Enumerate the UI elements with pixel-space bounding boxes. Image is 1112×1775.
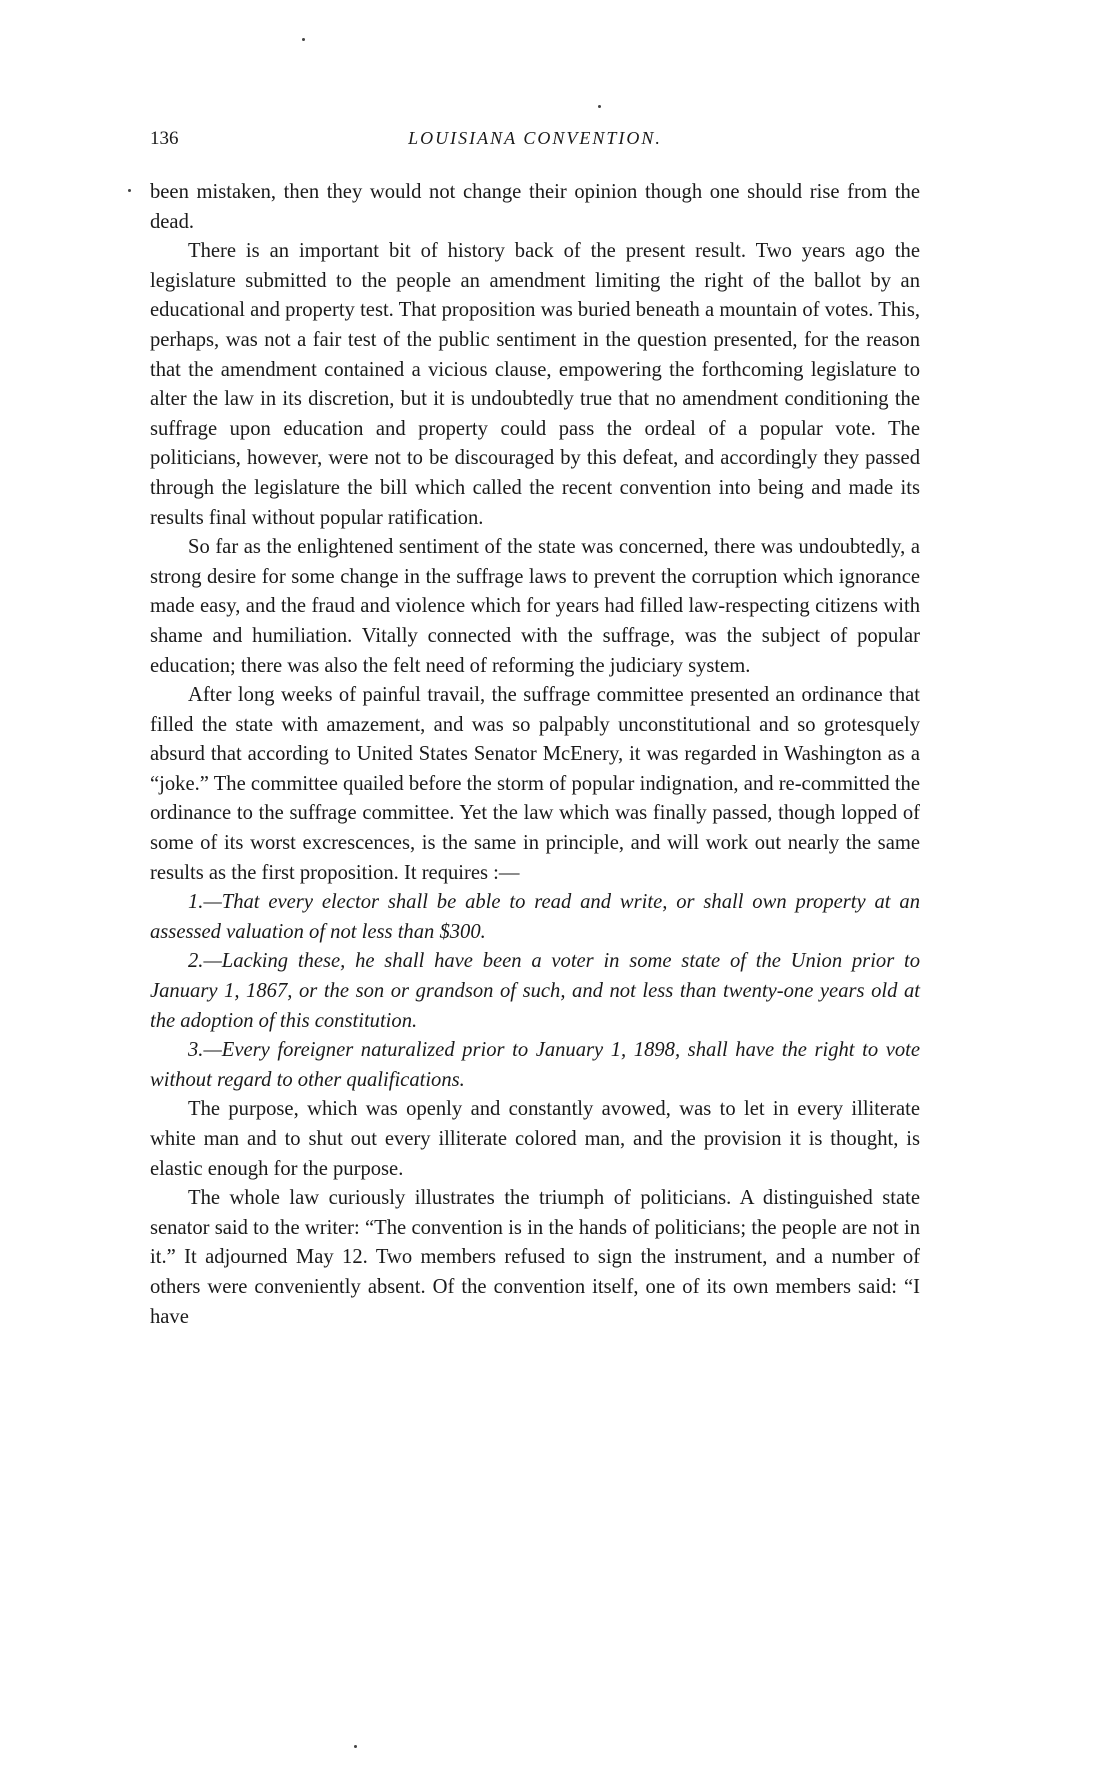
page-number: 136 — [150, 128, 179, 149]
paragraph: There is an important bit of history back of the present result. Two years ago the legislature submitted to the people an amendment limiting the right of the ballot by an educational and property test. That proposition was buried beneath a mountain of votes. This, perhaps, was not a fair test of the public sentiment in the question presented, for the reason that the amendment contained a vicious clause, empowering the forthcoming legislature to alter the law in its discretion, but it is undoubtedly true that no amendment conditioning the suffrage upon education and property could pass the ordeal of a popular vote. The politicians, however, were not to be discouraged by this defeat, and accordingly they passed through the legislature the bill which called the recent convention into being and made its results final without popular ratification. — [150, 240, 920, 529]
paragraph-continuation: been mistaken, then they would not change their opinion though one should rise from the dead. — [150, 181, 920, 233]
page-header — [150, 128, 920, 158]
paragraph: The whole law curiously illustrates the triumph of politicians. A distinguished state senator said to the writer: “The convention is in the hands of politicians; the people are not in it.” It adjourned May 12. Two members refused to sign the instrument, and a number of others were conveniently absent. Of the convention itself, one of its own members said: “I have — [150, 1187, 920, 1328]
paragraph: So far as the enlightened sentiment of the state was concerned, there was undoubtedly, a strong desire for some change in the suffrage laws to prevent the corruption which ignorance made easy, and the fraud and violence which for years had filled law-respecting citizens with shame and humiliation. Vitally connected with the suffrage, was the subject of popular education; there was also the felt need of reforming the judiciary system. — [150, 536, 920, 677]
paragraph: The purpose, which was openly and constantly avowed, was to let in every illiterate white man and to shut out every illiterate colored man, and the provision it is thought, is elastic enough for the purpose. — [150, 1098, 920, 1180]
running-head: LOUISIANA CONVENTION. — [408, 128, 662, 148]
requirement-item: 2.—Lacking these, he shall have been a voter in some state of the Union prior to January 1, 1867, or the son or grandson of such, and not less than twenty-one years old at the adoption of this constitution. — [150, 950, 920, 1032]
requirement-item: 1.—That every elector shall be able to read and write, or shall own property at an assessed valuation of not less than $300. — [150, 891, 920, 943]
scan-speck — [354, 1745, 357, 1748]
scan-speck — [598, 105, 601, 108]
body-text — [150, 178, 920, 1332]
paragraph: After long weeks of painful travail, the suffrage committee presented an ordinance that filled the state with amazement, and was so palpably unconstitutional and so grotesquely absurd that according to United States Senator McEnery, it was regarded in Washington as a “joke.” The committee quailed before the storm of popular indignation, and re-committed the ordinance to the suffrage committee. Yet the law which was finally passed, though lopped of some of its worst excrescences, is the same in principle, and will work out nearly the same results as the first proposition. It requires :— — [150, 684, 920, 884]
scan-speck — [302, 38, 305, 41]
requirement-item: 3.—Every foreigner naturalized prior to January 1, 1898, shall have the right to vote without regard to other qualifications. — [150, 1039, 920, 1091]
scan-speck — [128, 189, 131, 192]
